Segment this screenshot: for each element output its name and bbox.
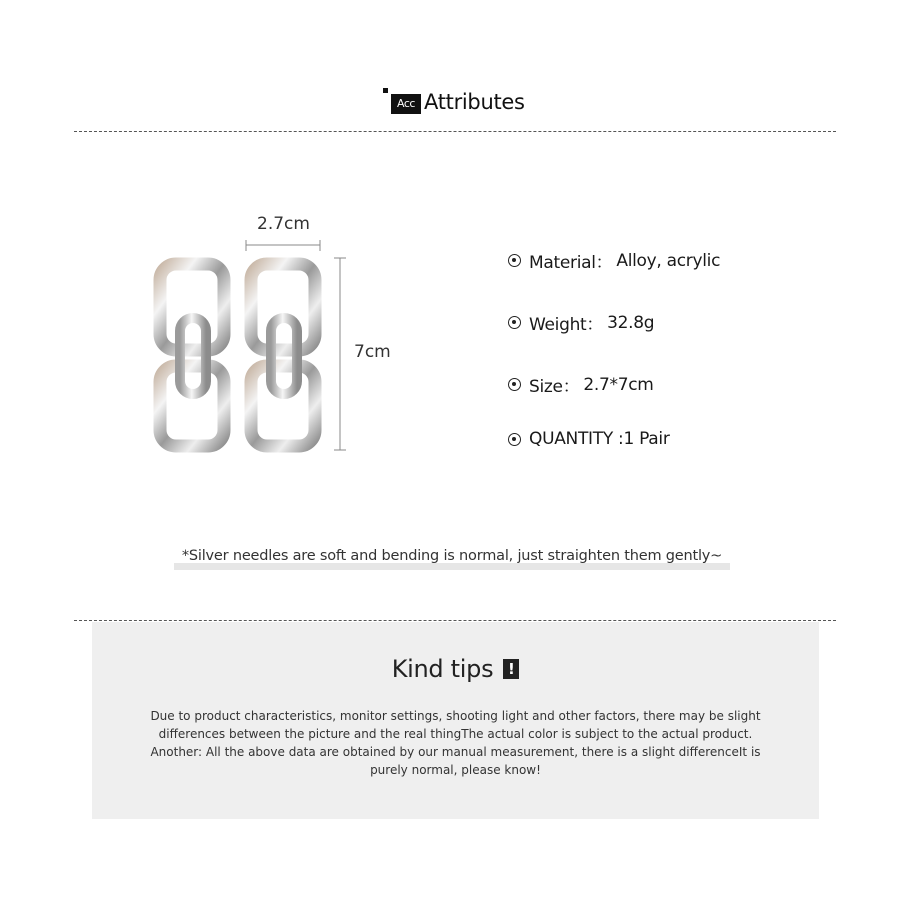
bullet-icon bbox=[508, 378, 521, 391]
tips-line: purely normal, please know! bbox=[370, 763, 541, 777]
spec-weight bbox=[508, 310, 654, 335]
right-earring bbox=[251, 264, 315, 446]
left-earring bbox=[160, 264, 224, 446]
spec-label: QUANTITY : bbox=[529, 429, 624, 449]
acc-badge: Acc bbox=[391, 94, 421, 114]
spec-label: Size： bbox=[529, 377, 580, 397]
tips-title: Kind tips bbox=[391, 655, 494, 683]
section-title: Attributes bbox=[424, 90, 525, 114]
spec-value: 2.7*7cm bbox=[583, 374, 654, 395]
spec-value: 1 Pair bbox=[623, 429, 670, 449]
spec-value: 32.8g bbox=[607, 312, 655, 333]
spec-value: Alloy, acrylic bbox=[616, 250, 721, 271]
width-label: 2.7cm bbox=[257, 214, 310, 234]
spec-quantity bbox=[508, 429, 670, 449]
height-dimension bbox=[334, 258, 346, 450]
bullet-icon bbox=[508, 433, 521, 446]
bullet-icon bbox=[508, 316, 521, 329]
kind-tips-panel bbox=[92, 622, 819, 819]
spec-size bbox=[508, 372, 654, 397]
tips-body bbox=[132, 707, 779, 779]
warning-icon: ! bbox=[503, 659, 519, 679]
tips-line: differences between the picture and the real thingThe actual color is subject to the actual product. bbox=[158, 727, 753, 741]
spec-label: Weight： bbox=[529, 315, 604, 335]
bottom-divider bbox=[74, 620, 836, 621]
width-dimension bbox=[246, 240, 320, 251]
care-note: *Silver needles are soft and bending is normal, just straighten them gently~ bbox=[181, 548, 723, 564]
tips-heading bbox=[92, 654, 819, 683]
tips-line: Another: All the above data are obtained by our manual measurement, there is a slight differenceIt is bbox=[150, 745, 761, 759]
tips-line: Due to product characteristics, monitor settings, shooting light and other factors, there may be slight bbox=[150, 709, 761, 723]
spec-material bbox=[508, 248, 720, 273]
bullet-icon bbox=[508, 254, 521, 267]
height-label: 7cm bbox=[354, 342, 391, 362]
spec-label: Material： bbox=[529, 253, 613, 273]
